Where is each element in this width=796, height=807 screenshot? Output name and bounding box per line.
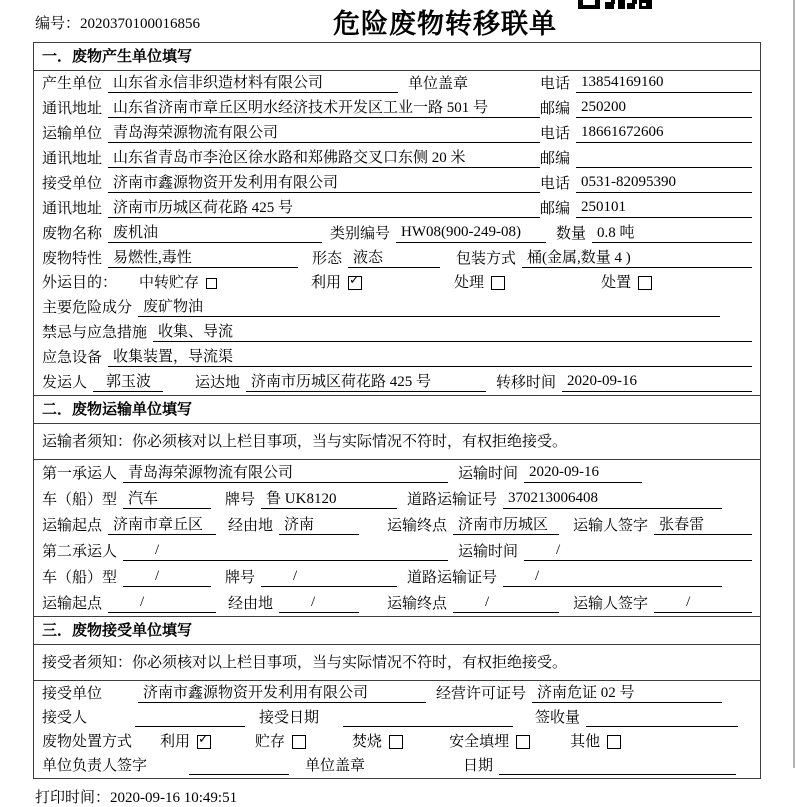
purpose-option-transit-storage: [139, 271, 217, 292]
purpose-transit-storage-label: 中转贮存: [139, 275, 200, 291]
row-waste-traits: [34, 246, 760, 271]
purpose-dispose-label: 处置: [601, 275, 632, 291]
producer-zip-label: 邮编: [540, 101, 571, 117]
receiver-zip-label: 邮编: [540, 201, 571, 217]
producer-address-value: 山东省济南市章丘区明水经济技术开发区工业一路 501 号: [108, 96, 540, 118]
producer-unit-value: 山东省永信非织造材料有限公司: [108, 71, 398, 93]
transporter-notice: 运输者须知：你必须核对以上栏目事项，当与实际情况不符时，有权拒绝接受。: [34, 424, 760, 460]
waste-qty-label: 数量: [556, 226, 587, 242]
accept-date-label: 接受日期: [259, 710, 320, 726]
road-cert1-value: 370213006408: [503, 490, 722, 509]
checkbox-disposal-storage: [292, 735, 306, 749]
checkbox-dispose: [638, 276, 652, 290]
unit-seal-label: 单位盖章: [408, 76, 469, 92]
row-transfer-purpose: [34, 271, 760, 295]
transporter-zip-label: 邮编: [540, 151, 571, 167]
checkbox-transit-storage: [206, 278, 217, 289]
form-number: [35, 12, 200, 33]
transporter-phone-value: 18661672606: [576, 124, 752, 143]
road-cert1-label: 道路运输证号: [407, 492, 498, 508]
accept-date-value: [343, 708, 513, 727]
shipper-value: 郭玉波: [93, 370, 163, 392]
receiver-phone-value: 0531-82095390: [576, 174, 752, 193]
destination-label: 运达地: [195, 375, 241, 391]
row-second-carrier: [34, 538, 760, 564]
waste-traits-label: 废物特性: [42, 251, 103, 267]
accepting-unit-label: 接受单位: [42, 686, 103, 702]
row-vehicle2: [34, 564, 760, 590]
license-label: 经营许可证号: [436, 686, 527, 702]
route1-start-label: 运输起点: [42, 518, 103, 534]
route1-via-value: 济南: [279, 513, 359, 535]
emergency-equipment-value: 收集装置，导流渠: [108, 345, 752, 367]
route2-sign-label: 运输人签字: [573, 596, 649, 612]
disposal-option-utilize: [160, 730, 211, 751]
page-edge-divider: [793, 0, 795, 768]
producer-unit-label: 产生单位: [42, 76, 103, 92]
plate1-value: 鲁 UK8120: [261, 487, 397, 509]
row-transporter-address: [34, 146, 760, 171]
disposal-option-incinerate: [352, 730, 403, 751]
route1-end-value: 济南市历城区: [453, 513, 559, 535]
print-time: [35, 786, 796, 807]
row-accepting-unit: [34, 681, 760, 706]
form-number-value: 2020370100016856: [80, 16, 201, 32]
emergency-measures-value: 收集、导流: [153, 320, 752, 342]
form-number-label: 编号：: [35, 16, 81, 32]
waste-category-value: HW08(900-249-08): [396, 224, 546, 243]
receiver-notice: 接受者须知：你必须核对以上栏目事项，当与实际情况不符时，有权拒绝接受。: [34, 645, 760, 681]
signed-quantity-value: [586, 708, 738, 727]
section-receiver-header: 三．废物接受单位填写: [34, 617, 760, 645]
accepting-person-value: [135, 708, 245, 727]
checkbox-treat: [491, 276, 505, 290]
hazard-component-label: 主要危险成分: [42, 300, 133, 316]
section-producer: [34, 43, 760, 395]
waste-form-value: 液态: [348, 246, 440, 268]
row-receiver-unit: [34, 171, 760, 196]
row-route2: [34, 590, 760, 616]
receiver-address-value: 济南市历城区荷花路 425 号: [108, 196, 540, 218]
waste-category-label: 类别编号: [330, 226, 391, 242]
disposal-option-storage: [255, 730, 306, 751]
row-producer-address: [34, 96, 760, 121]
purpose-option-utilize: [311, 271, 362, 292]
transfer-form-table: [33, 42, 761, 779]
section-transporter: [34, 395, 760, 616]
checkbox-disposal-utilize: [197, 735, 211, 749]
shipper-label: 发运人: [42, 375, 88, 391]
accepting-person-label: 接受人: [42, 710, 88, 726]
second-carrier-label: 第二承运人: [42, 544, 118, 560]
route1-sign-label: 运输人签字: [573, 518, 649, 534]
row-disposal-method: [34, 730, 760, 754]
route2-sign-value: /: [654, 594, 752, 613]
transfer-time-value: 2020-09-16: [562, 373, 752, 392]
route1-end-label: 运输终点: [387, 518, 448, 534]
disposal-incinerate-label: 焚烧: [352, 734, 383, 750]
signed-quantity-label: 签收量: [535, 710, 581, 726]
packaging-label: 包装方式: [456, 251, 517, 267]
transport-time2-value: /: [524, 542, 752, 561]
disposal-storage-label: 贮存: [255, 734, 286, 750]
row-hazard-component: [34, 295, 760, 320]
row-producer-unit: [34, 71, 760, 96]
receiver-address-label: 通讯地址: [42, 201, 103, 217]
disposal-option-other: [570, 730, 621, 751]
route2-via-label: 经由地: [228, 596, 274, 612]
sign-date-label: 日期: [463, 758, 494, 774]
checkbox-disposal-incinerate: [389, 735, 403, 749]
producer-phone-value: 13854169160: [576, 74, 752, 93]
receiver-unit-label: 接受单位: [42, 176, 103, 192]
document-header: [0, 0, 796, 42]
purpose-utilize-label: 利用: [311, 275, 342, 291]
waste-qty-value: 0.8 吨: [592, 221, 752, 243]
checkbox-utilize: [348, 276, 362, 290]
plate2-label: 牌号: [225, 570, 256, 586]
row-dispatch: [34, 370, 760, 395]
row-receiver-address: [34, 196, 760, 221]
vehicle-type1-value: 汽车: [123, 487, 211, 509]
transfer-time-label: 转移时间: [496, 375, 557, 391]
responsible-signer-label: 单位负责人签字: [42, 758, 148, 774]
destination-value: 济南市历城区荷花路 425 号: [246, 370, 486, 392]
section-producer-header: 一．废物产生单位填写: [34, 43, 760, 71]
plate2-value: /: [261, 568, 397, 587]
plate1-label: 牌号: [225, 492, 256, 508]
waste-form-label: 形态: [312, 251, 343, 267]
sign-date-value: [499, 756, 736, 775]
receiver-phone-label: 电话: [540, 176, 571, 192]
waste-name-label: 废物名称: [42, 226, 103, 242]
print-time-value: 2020-09-16 10:49:51: [110, 790, 238, 806]
transporter-unit-label: 运输单位: [42, 126, 103, 142]
waste-name-value: 废机油: [108, 221, 322, 243]
route2-end-value: /: [453, 594, 559, 613]
transport-time1-value: 2020-09-16: [524, 464, 642, 483]
row-receipt: [34, 706, 760, 730]
transporter-unit-value: 青岛海荣源物流有限公司: [108, 121, 540, 143]
vehicle-type2-label: 车（船）型: [42, 570, 118, 586]
transport-time2-label: 运输时间: [458, 544, 519, 560]
emergency-measures-label: 禁忌与应急措施: [42, 325, 148, 341]
print-time-label: 打印时间：: [35, 790, 111, 806]
road-cert2-label: 道路运输证号: [407, 570, 498, 586]
route2-start-value: /: [108, 594, 216, 613]
route2-start-label: 运输起点: [42, 596, 103, 612]
transporter-address-value: 山东省青岛市李沧区徐水路和郑佛路交叉口东侧 20 米: [108, 146, 540, 168]
route2-via-value: /: [279, 594, 359, 613]
section-receiver: [34, 616, 760, 778]
purpose-option-dispose: [601, 271, 652, 292]
vehicle-type1-label: 车（船）型: [42, 492, 118, 508]
transporter-phone-label: 电话: [540, 126, 571, 142]
producer-address-label: 通讯地址: [42, 101, 103, 117]
first-carrier-label: 第一承运人: [42, 466, 118, 482]
row-waste-name: [34, 221, 760, 246]
row-transporter-unit: [34, 121, 760, 146]
road-cert2-value: /: [503, 568, 722, 587]
disposal-utilize-label: 利用: [160, 734, 191, 750]
packaging-value: 桶(金属,数量 4 ): [522, 246, 752, 268]
row-vehicle1: [34, 486, 760, 512]
disposal-method-label: 废物处置方式: [42, 734, 133, 750]
page-title: 危险废物转移联单: [333, 9, 557, 39]
checkbox-disposal-landfill: [516, 735, 530, 749]
transporter-address-label: 通讯地址: [42, 151, 103, 167]
route1-via-label: 经由地: [228, 518, 274, 534]
purpose-option-treat: [454, 271, 505, 292]
row-emergency-measures: [34, 320, 760, 345]
hazard-component-value: 废矿物油: [138, 295, 720, 317]
purpose-label: 外运目的：: [42, 275, 118, 291]
producer-zip-value: 250200: [576, 99, 752, 118]
section-transporter-header: 二．废物运输单位填写: [34, 396, 760, 424]
row-responsible-sign: [34, 754, 760, 778]
accepting-unit-value: 济南市鑫源物资开发利用有限公司: [138, 681, 426, 703]
transport-time1-label: 运输时间: [458, 466, 519, 482]
route1-start-value: 济南市章丘区: [108, 513, 216, 535]
row-emergency-equipment: [34, 345, 760, 370]
receiver-unit-value: 济南市鑫源物资开发利用有限公司: [108, 171, 540, 193]
emergency-equipment-label: 应急设备: [42, 350, 103, 366]
checkbox-disposal-other: [607, 735, 621, 749]
unit-seal2-label: 单位盖章: [305, 758, 366, 774]
receiver-zip-value: 250101: [576, 199, 752, 218]
waste-traits-value: 易燃性,毒性: [108, 246, 298, 268]
license-value: 济南危证 02 号: [532, 681, 722, 703]
route1-sign-value: 张春雷: [654, 513, 752, 535]
second-carrier-value: /: [123, 542, 448, 561]
route2-end-label: 运输终点: [387, 596, 448, 612]
purpose-treat-label: 处理: [454, 275, 485, 291]
first-carrier-value: 青岛海荣源物流有限公司: [123, 461, 448, 483]
disposal-other-label: 其他: [570, 734, 601, 750]
transporter-zip-value: [576, 149, 752, 168]
vehicle-type2-value: /: [123, 568, 211, 587]
row-first-carrier: [34, 460, 760, 486]
disposal-landfill-label: 安全填埋: [449, 734, 510, 750]
qr-code-fragment-icon: [578, 0, 652, 9]
responsible-signer-value: [189, 756, 289, 775]
row-route1: [34, 512, 760, 538]
producer-phone-label: 电话: [539, 76, 570, 92]
disposal-option-landfill: [449, 730, 530, 751]
